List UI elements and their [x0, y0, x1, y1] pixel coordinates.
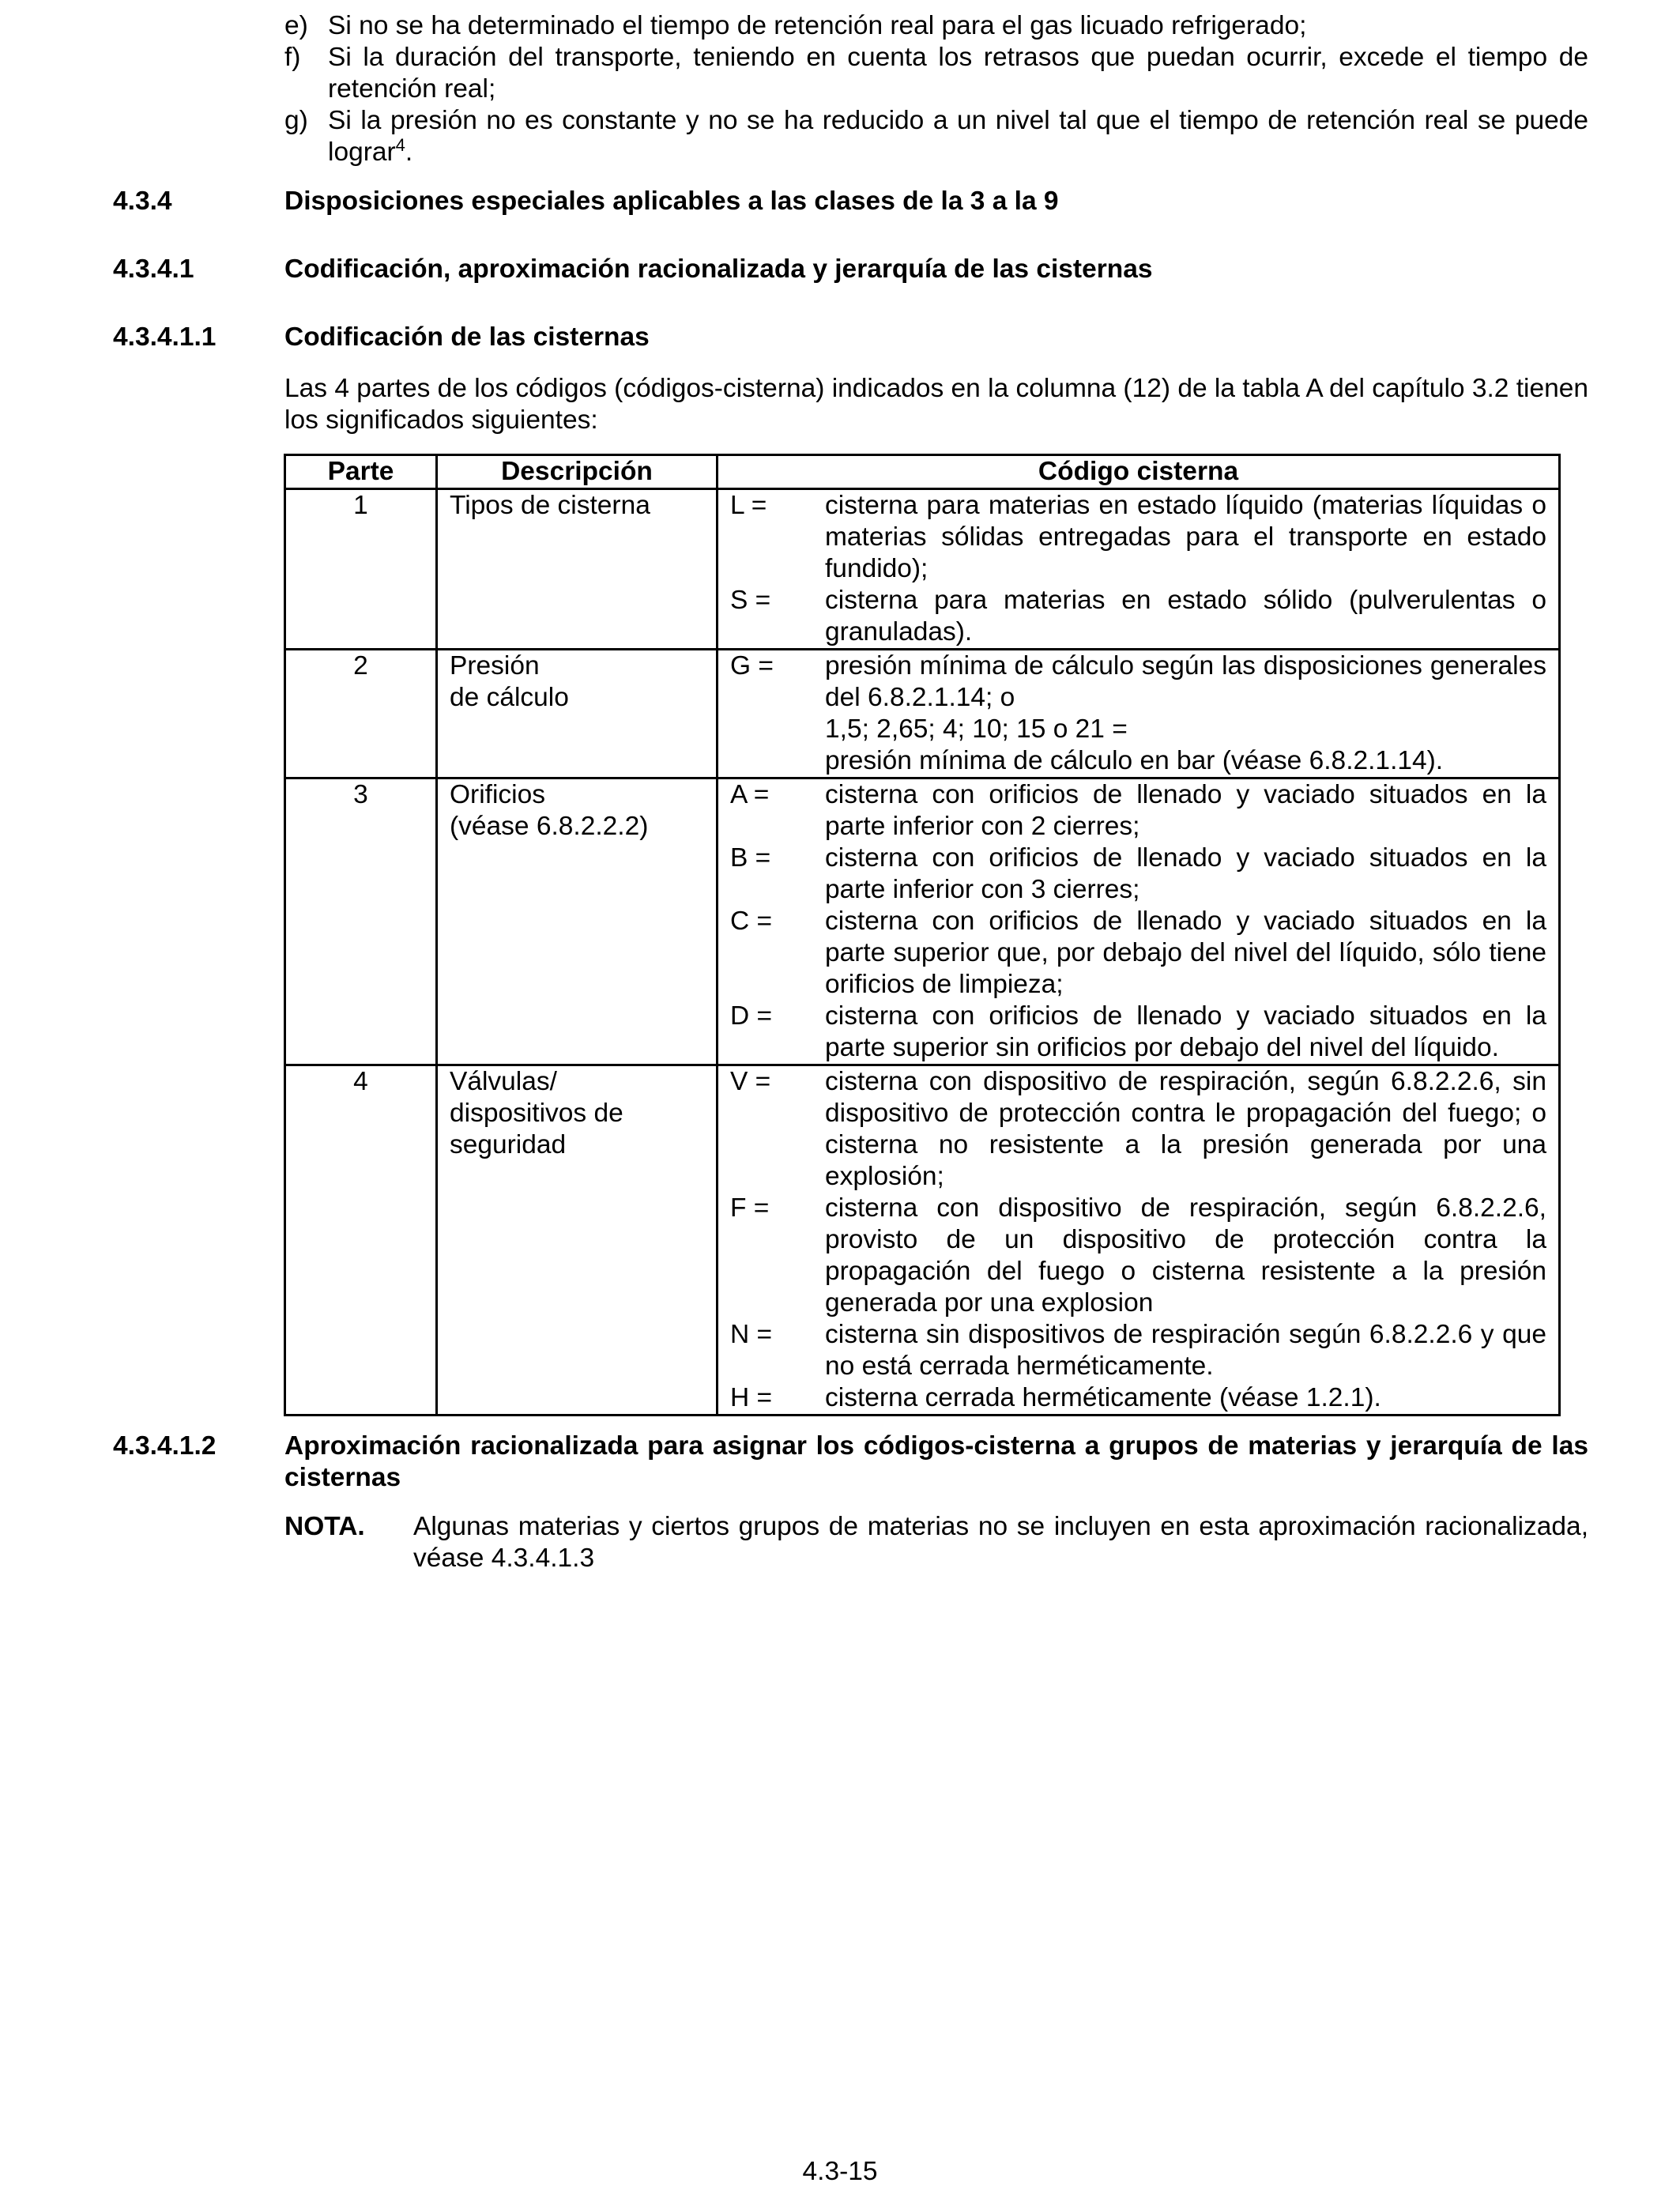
cell-descripcion: Orificios (véase 6.8.2.2.2)	[437, 778, 718, 1065]
code-meaning: cisterna con dispositivo de respiración, según 6.8.2.2.6, provisto de un dispositivo de protección contra la propagación del fuego o cisterna resistente a la presión generada por una explosion	[825, 1193, 1546, 1318]
code-meaning: cisterna con orificios de llenado y vaciado situados en la parte superior sin orificios por debajo del nivel del líquido.	[825, 1001, 1546, 1062]
code-entry	[730, 1066, 1546, 1193]
list-text: Si no se ha determinado el tiempo de retención real para el gas licuado refrigerado;	[328, 11, 1307, 40]
code-entry	[730, 650, 1546, 714]
column-header-parte: Parte	[285, 455, 437, 489]
cell-parte: 2	[285, 650, 437, 778]
code-key: C =	[730, 907, 773, 936]
code-entry	[730, 1382, 1546, 1414]
code-entry	[730, 585, 1546, 648]
code-entry	[730, 843, 1546, 906]
code-key: A =	[730, 780, 770, 809]
section-number: 4.3.4	[113, 187, 172, 216]
page-number: 4.3-15	[802, 2157, 878, 2186]
column-header-descripcion: Descripción	[437, 455, 718, 489]
list-label: f)	[284, 43, 301, 72]
list-text: Si la presión no es constante y no se ha reducido a un nivel tal que el tiempo de retención real se puede lograr$^4$.	[328, 106, 1588, 167]
list-label: e)	[284, 11, 308, 40]
footnote-ref[interactable]: 4	[395, 134, 405, 155]
code-key: H =	[730, 1383, 773, 1412]
code-meaning: cisterna para materias en estado líquido (materias líquidas o materias sólidas entregadas para el transporte en estado fundido);	[825, 491, 1546, 583]
cell-descripcion: Tipos de cisterna	[437, 489, 718, 650]
code-key: D =	[730, 1001, 773, 1031]
table-row	[285, 489, 1560, 650]
code-entry	[730, 906, 1546, 1001]
code-meaning: presión mínima de cálculo según las disposiciones generales del 6.8.2.1.14; o	[825, 651, 1546, 712]
section-title: Codificación, aproximación racionalizada y jerarquía de las cisternas	[284, 254, 1153, 284]
note-text: Algunas materias y ciertos grupos de materias no se incluyen en esta aproximación racionalizada, véase 4.3.4.1.3	[413, 1512, 1588, 1573]
code-key: G =	[730, 651, 774, 680]
code-meaning: cisterna con orificios de llenado y vaciado situados en la parte inferior con 3 cierres;	[825, 843, 1546, 904]
code-entry	[730, 714, 1546, 777]
table-row	[285, 1065, 1560, 1416]
cell-descripcion: Presión de cálculo	[437, 650, 718, 778]
cell-codigo	[718, 489, 1560, 650]
note-label: NOTA.	[284, 1512, 365, 1541]
code-meaning: cisterna con dispositivo de respiración, según 6.8.2.2.6, sin dispositivo de protección contra le propagación del fuego; o cisterna no resistente a la presión generada por una explosión;	[825, 1067, 1546, 1191]
cell-parte: 3	[285, 778, 437, 1065]
cell-codigo	[718, 1065, 1560, 1416]
code-entry	[730, 1001, 1546, 1064]
code-meaning: 1,5; 2,65; 4; 10; 15 o 21 = presión mínima de cálculo en bar (véase 6.8.2.1.14).	[825, 714, 1444, 775]
cell-parte: 1	[285, 489, 437, 650]
table-row	[285, 650, 1560, 778]
code-key: N =	[730, 1320, 773, 1349]
code-key: L =	[730, 491, 767, 520]
note	[284, 1511, 1588, 1574]
table-header-row	[285, 455, 1560, 489]
code-entry	[730, 490, 1546, 585]
cell-codigo	[718, 650, 1560, 778]
table-row	[285, 778, 1560, 1065]
code-entry	[730, 1319, 1546, 1382]
code-key: B =	[730, 843, 771, 873]
code-meaning: cisterna con orificios de llenado y vaciado situados en la parte inferior con 2 cierres;	[825, 780, 1546, 841]
cell-codigo	[718, 778, 1560, 1065]
code-meaning: cisterna con orificios de llenado y vaciado situados en la parte superior que, por debajo del nivel del líquido, sólo tiene orificios de limpieza;	[825, 907, 1546, 999]
code-key: V =	[730, 1067, 771, 1096]
code-meaning: cisterna para materias en estado sólido (pulverulentas o granuladas).	[825, 586, 1546, 647]
code-meaning: cisterna sin dispositivos de respiración según 6.8.2.2.6 y que no está cerrada herméticamente.	[825, 1320, 1546, 1381]
code-key: S =	[730, 586, 771, 615]
code-entry	[730, 1193, 1546, 1319]
tank-code-table	[284, 454, 1561, 1416]
list-text: Si la duración del transporte, teniendo en cuenta los retrasos que puedan ocurrir, excede el tiempo de retención real;	[328, 43, 1588, 104]
list-label: g)	[284, 106, 308, 135]
cell-descripcion: Válvulas/ dispositivos de seguridad	[437, 1065, 718, 1416]
column-header-codigo: Código cisterna	[718, 455, 1560, 489]
cell-parte: 4	[285, 1065, 437, 1416]
code-meaning: cisterna cerrada herméticamente (véase 1.2.1).	[825, 1383, 1381, 1412]
intro-paragraph: Las 4 partes de los códigos (códigos-cisterna) indicados en la columna (12) de la tabla A del capítulo 3.2 tienen los significados siguientes:	[284, 374, 1588, 435]
section-number: 4.3.4.1.1	[113, 322, 217, 352]
section-title: Aproximación racionalizada para asignar los códigos-cisterna a grupos de materias y jerarquía de las cisternas	[284, 1431, 1588, 1492]
section-title: Disposiciones especiales aplicables a las clases de la 3 a la 9	[284, 187, 1059, 216]
section-title: Codificación de las cisternas	[284, 322, 650, 352]
code-key: F =	[730, 1193, 770, 1223]
section-number: 4.3.4.1.2	[113, 1431, 217, 1461]
code-entry	[730, 779, 1546, 843]
section-number: 4.3.4.1	[113, 254, 194, 284]
